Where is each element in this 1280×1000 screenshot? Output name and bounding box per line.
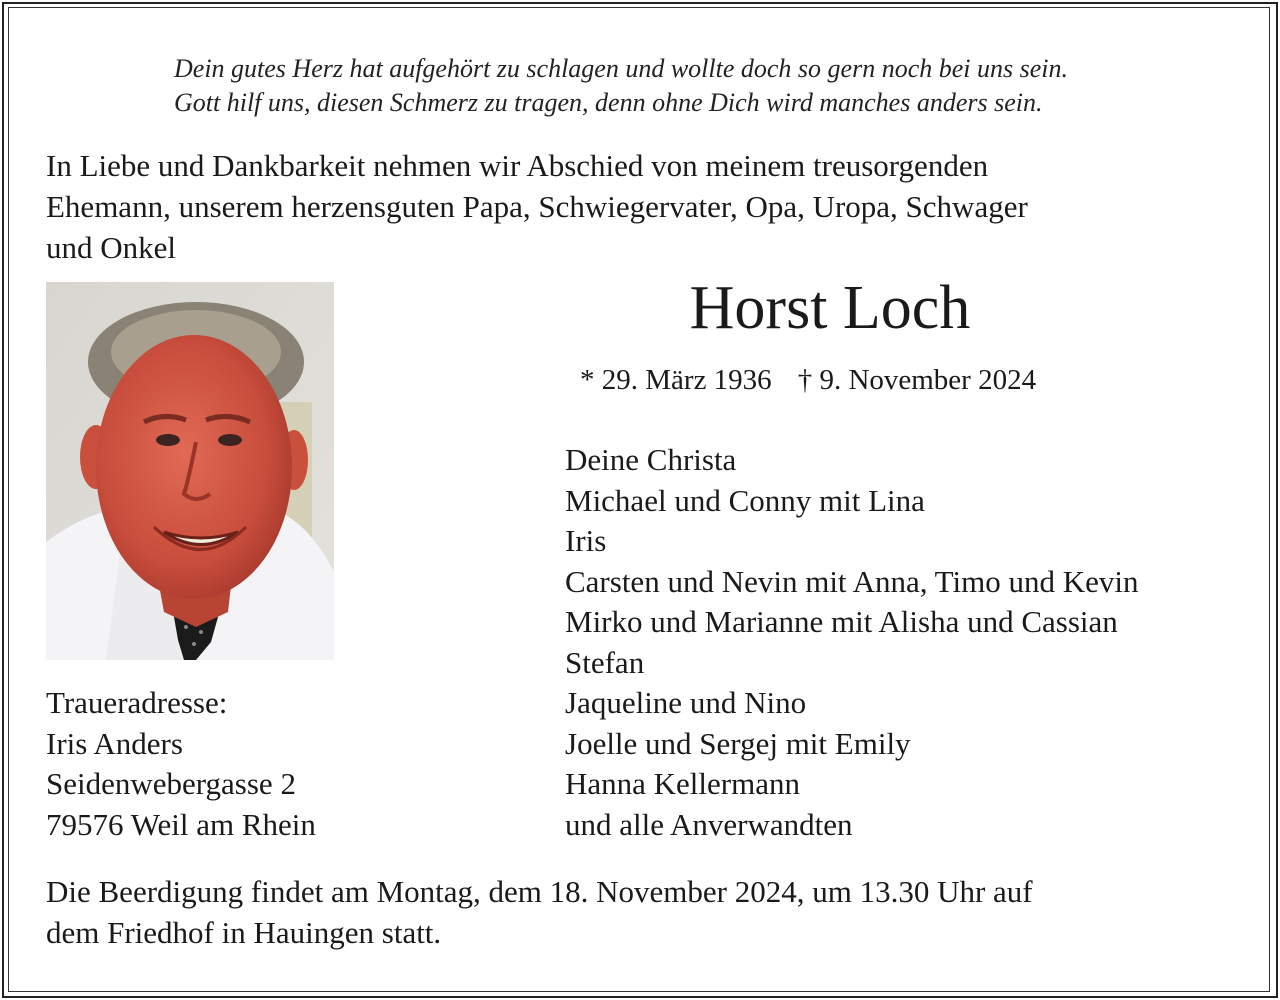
intro-line-1: In Liebe und Dankbarkeit nehmen wir Abschied von meinem treusorgenden [46, 148, 989, 183]
birth-date: * 29. März 1936 [580, 364, 772, 396]
mourner-line: Carsten und Nevin mit Anna, Timo und Kevin [565, 563, 1139, 599]
mourner-line: Deine Christa [565, 442, 737, 477]
address-name: Iris Anders [46, 725, 183, 761]
funeral-notice [46, 871, 1226, 953]
funeral-line-2: dem Friedhof in Hauingen statt. [46, 915, 442, 950]
funeral-line-1: Die Beerdigung findet am Montag, dem 18. November 2024, um 13.30 Uhr auf [46, 874, 1033, 909]
death-date: † 9. November 2024 [797, 364, 1037, 396]
intro-line-3: und Onkel [46, 230, 177, 265]
deceased-name: Horst Loch [689, 274, 971, 342]
mourner-line: Jaqueline und Nino [565, 685, 807, 720]
mourner-line: Mirko und Marianne mit Alisha und Cassian [565, 604, 1118, 639]
mourning-address [46, 683, 316, 845]
intro-line-2: Ehemann, unserem herzensguten Papa, Schwiegervater, Opa, Uropa, Schwager [46, 189, 1028, 224]
quote-line-2: Gott hilf uns, diesen Schmerz zu tragen, denn ohne Dich wird manches anders sein. [174, 88, 1043, 117]
mourner-line: Joelle und Sergej mit Emily [565, 725, 911, 761]
memorial-quote [174, 52, 1068, 120]
address-city: 79576 Weil am Rhein [46, 806, 316, 842]
portrait-illustration [46, 282, 334, 660]
intro-text [46, 145, 1196, 268]
mourner-line: Stefan [565, 644, 645, 680]
address-street: Seidenwebergasse 2 [46, 766, 296, 801]
mourner-line: Iris [565, 523, 607, 558]
mourner-line: und alle Anverwandten [565, 806, 853, 842]
life-dates [580, 362, 1036, 398]
mourners-list [565, 440, 1139, 845]
mourner-line: Hanna Kellermann [565, 766, 800, 801]
address-label: Traueradresse: [46, 685, 228, 720]
quote-line-1: Dein gutes Herz hat aufgehört zu schlagen und wollte doch so gern noch bei uns sein. [174, 54, 1069, 83]
mourner-line: Michael und Conny mit Lina [565, 482, 925, 518]
portrait-photo [46, 282, 334, 660]
